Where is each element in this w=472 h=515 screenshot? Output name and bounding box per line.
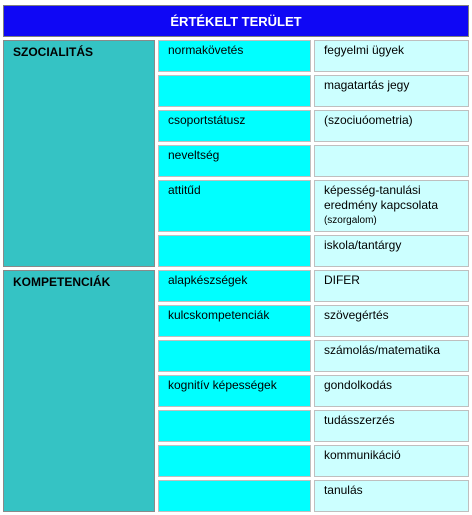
indicator-cell: gondolkodás (314, 375, 469, 407)
aspect-cell: kulcskompetenciák (158, 305, 311, 337)
indicator-cell: magatartás jegy (314, 75, 469, 107)
indicator-cell: kommunikáció (314, 445, 469, 477)
indicator-cell (314, 145, 469, 177)
aspect-cell: neveltség (158, 145, 311, 177)
indicator-cell: számolás/matematika (314, 340, 469, 372)
aspect-cell (158, 340, 311, 372)
aspect-cell (158, 445, 311, 477)
aspect-cell (158, 235, 311, 267)
table-row (3, 40, 469, 72)
indicator-cell: (szociuóometria) (314, 110, 469, 142)
aspect-cell (158, 75, 311, 107)
indicator-cell: DIFER (314, 270, 469, 302)
table-header-row (3, 5, 469, 37)
indicator-cell: tudásszerzés (314, 410, 469, 442)
indicator-text: képesség-tanulási eredmény kapcsolata (323, 183, 439, 212)
aspect-cell: attitűd (158, 180, 311, 232)
area-cell-kompetenciak: KOMPETENCIÁK (3, 270, 155, 512)
indicator-cell: tanulás (314, 480, 469, 512)
evaluated-area-table (0, 2, 472, 515)
aspect-cell (158, 480, 311, 512)
aspect-cell (158, 410, 311, 442)
area-cell-szocialitas: SZOCIALITÁS (3, 40, 155, 267)
indicator-cell: iskola/tantárgy (314, 235, 469, 267)
table-header: ÉRTÉKELT TERÜLET (3, 5, 469, 37)
aspect-cell: normakövetés (158, 40, 311, 72)
indicator-note: (szorgalom) (323, 215, 377, 226)
indicator-cell: szövegértés (314, 305, 469, 337)
aspect-cell: kognitív képességek (158, 375, 311, 407)
table-row (3, 270, 469, 302)
indicator-cell: fegyelmi ügyek (314, 40, 469, 72)
indicator-cell (314, 180, 469, 232)
aspect-cell: alapkészségek (158, 270, 311, 302)
aspect-cell: csoportstátusz (158, 110, 311, 142)
